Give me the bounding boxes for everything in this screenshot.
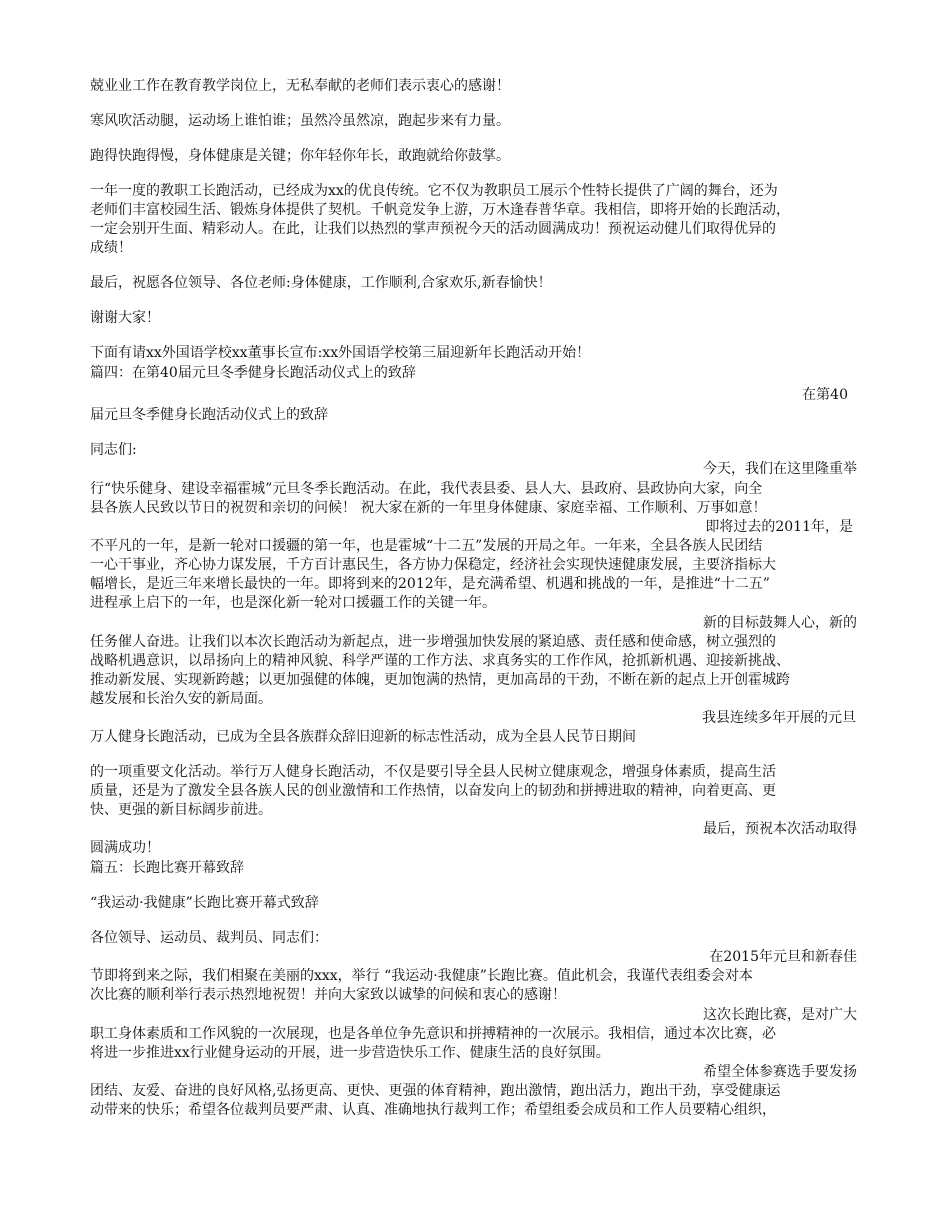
text-line: 我县连续多年开展的元旦 bbox=[702, 710, 856, 726]
text-line: 谢谢大家！ bbox=[90, 310, 160, 326]
text-line: 这次长跑比赛，是对广大 bbox=[703, 1007, 857, 1023]
text-line: 越发展和长治久安的新局面。 bbox=[90, 691, 272, 707]
text-line: 寒风吹活动腿，运动场上谁怕谁；虽然冷虽然凉，跑起步来有力量。 bbox=[90, 113, 510, 129]
text-line: 跑得快跑得慢，身体健康是关键；你年轻你年长，敢跑就给你鼓掌。 bbox=[90, 148, 510, 164]
text-line: 下面有请xx外国语学校xx董事长宣布:xx外国语学校第三届迎新年长跑活动开始！ bbox=[90, 345, 591, 361]
text-line: 最后，预祝本次活动取得 bbox=[703, 821, 857, 837]
text-line: 在第40 bbox=[802, 387, 848, 403]
text-line: “我运动·我健康”长跑比赛开幕式致辞 bbox=[90, 895, 319, 911]
text-line: 最后，祝愿各位领导、各位老师:身体健康，工作顺利,合家欢乐,新春愉快！ bbox=[90, 275, 552, 291]
text-line: 老师们丰富校园生活、锻炼身体提供了契机。千帆竞发争上游，万木逢春普华章。我相信，即将开始的长跑活动， bbox=[90, 202, 790, 218]
document-page bbox=[90, 0, 860, 1230]
text-line: 一定会别开生面、精彩动人。在此，让我们以热烈的掌声预祝今天的活动圆满成功！预祝运动健儿们取得优异的 bbox=[90, 221, 776, 237]
text-line: 成绩！ bbox=[90, 240, 132, 256]
text-line: 今天，我们在这里隆重举 bbox=[703, 461, 857, 477]
text-line: 战略机遇意识，以昂扬向上的精神风貌、科学严谨的工作方法、求真务实的工作作风，抢抓新机遇、迎接新挑战、 bbox=[90, 653, 790, 669]
text-line: 行“快乐健身、建设幸福霍城”元旦冬季长跑活动。在此，我代表县委、县人大、县政府、县政协向大家，向全 bbox=[90, 481, 763, 497]
text-line: 快、更强的新目标阔步前进。 bbox=[90, 802, 272, 818]
text-line: 一心干事业，齐心协力谋发展，千方百计惠民生，各方协力保稳定，经济社会实现快速健康发展，主要济指标大 bbox=[90, 557, 776, 573]
text-line: 职工身体素质和工作风貌的一次展现，也是各单位争先意识和拼搏精神的一次展示。我相信，通过本次比赛，必 bbox=[90, 1026, 776, 1042]
text-line: 将进一步推进xx行业健身运动的开展，进一步营造快乐工作、健康生活的良好氛围。 bbox=[90, 1045, 610, 1061]
text-line: 的一项重要文化活动。举行万人健身长跑活动，不仅是要引导全县人民树立健康观念，增强身体素质，提高生活 bbox=[90, 764, 776, 780]
text-line: 届元旦冬季健身长跑活动仪式上的致辞 bbox=[90, 407, 328, 423]
text-line: 同志们: bbox=[90, 442, 137, 458]
text-line: 各位领导、运动员、裁判员、同志们： bbox=[90, 930, 328, 946]
text-line: 在2015年元旦和新春佳 bbox=[709, 949, 857, 965]
text-line: 新的目标鼓舞人心，新的 bbox=[703, 615, 857, 631]
text-line: 任务催人奋进。让我们以本次长跑活动为新起点，进一步增强加快发展的紧迫感、责任感和使命感，树立强烈的 bbox=[90, 634, 776, 650]
text-line: 一年一度的教职工长跑活动，已经成为xx的优良传统。它不仅为教职员工展示个性特长提供了广阔的舞台，还为 bbox=[90, 183, 778, 199]
text-line: 即将过去的2011年，是 bbox=[705, 519, 853, 535]
text-line: 动带来的快乐；希望各位裁判员要严肃、认真、准确地执行裁判工作；希望组委会成员和工作人员要精心组织， bbox=[90, 1102, 776, 1118]
text-line: 县各族人民致以节日的祝贺和亲切的问候！ 祝大家在新的一年里身体健康、家庭幸福、工作顺利、万事如意！ bbox=[90, 500, 767, 516]
text-line: 幅增长，是近三年来增长最快的一年。即将到来的2012年，是充满希望、机遇和挑战的一年，是推进“十二五” bbox=[90, 576, 770, 592]
text-line: 圆满成功！ bbox=[90, 840, 160, 856]
text-line: 次比赛的顺利举行表示热烈地祝贺！并向大家致以诚挚的问候和衷心的感谢！ bbox=[90, 987, 566, 1003]
text-line: 希望全体参赛选手要发扬 bbox=[703, 1064, 857, 1080]
text-line: 团结、友爱、奋进的良好风格,弘扬更高、更快、更强的体育精神，跑出激情，跑出活力，跑出干劲，享受健康运 bbox=[90, 1083, 781, 1099]
text-line: 万人健身长跑活动，已成为全县各族群众辞旧迎新的标志性活动，成为全县人民节日期间 bbox=[90, 729, 636, 745]
text-line: 不平凡的一年，是新一轮对口援疆的第一年，也是霍城“十二五”发展的开局之年。一年来，全县各族人民团结 bbox=[90, 538, 763, 554]
text-line: 推动新发展、实现新跨越；以更加强健的体魄，更加饱满的热情，更加高昂的干劲，不断在新的起点上开创霍城跨 bbox=[90, 672, 790, 688]
text-line: 节即将到来之际，我们相聚在美丽的xxx，举行 “我运动·我健康”长跑比赛。值此机会，我谨代表组委会对本 bbox=[90, 968, 753, 984]
text-line: 篇四：在第40届元旦冬季健身长跑活动仪式上的致辞 bbox=[90, 365, 416, 381]
text-line: 质量，还是为了激发全县各族人民的创业激情和工作热情，以奋发向上的韧劲和拼搏进取的精神，向着更高、更 bbox=[90, 783, 776, 799]
text-line: 进程承上启下的一年，也是深化新一轮对口援疆工作的关键一年。 bbox=[90, 595, 496, 611]
text-line: 篇五：长跑比赛开幕致辞 bbox=[90, 860, 244, 876]
text-line: 兢业业工作在教育教学岗位上，无私奉献的老师们表示衷心的感谢！ bbox=[90, 78, 510, 94]
